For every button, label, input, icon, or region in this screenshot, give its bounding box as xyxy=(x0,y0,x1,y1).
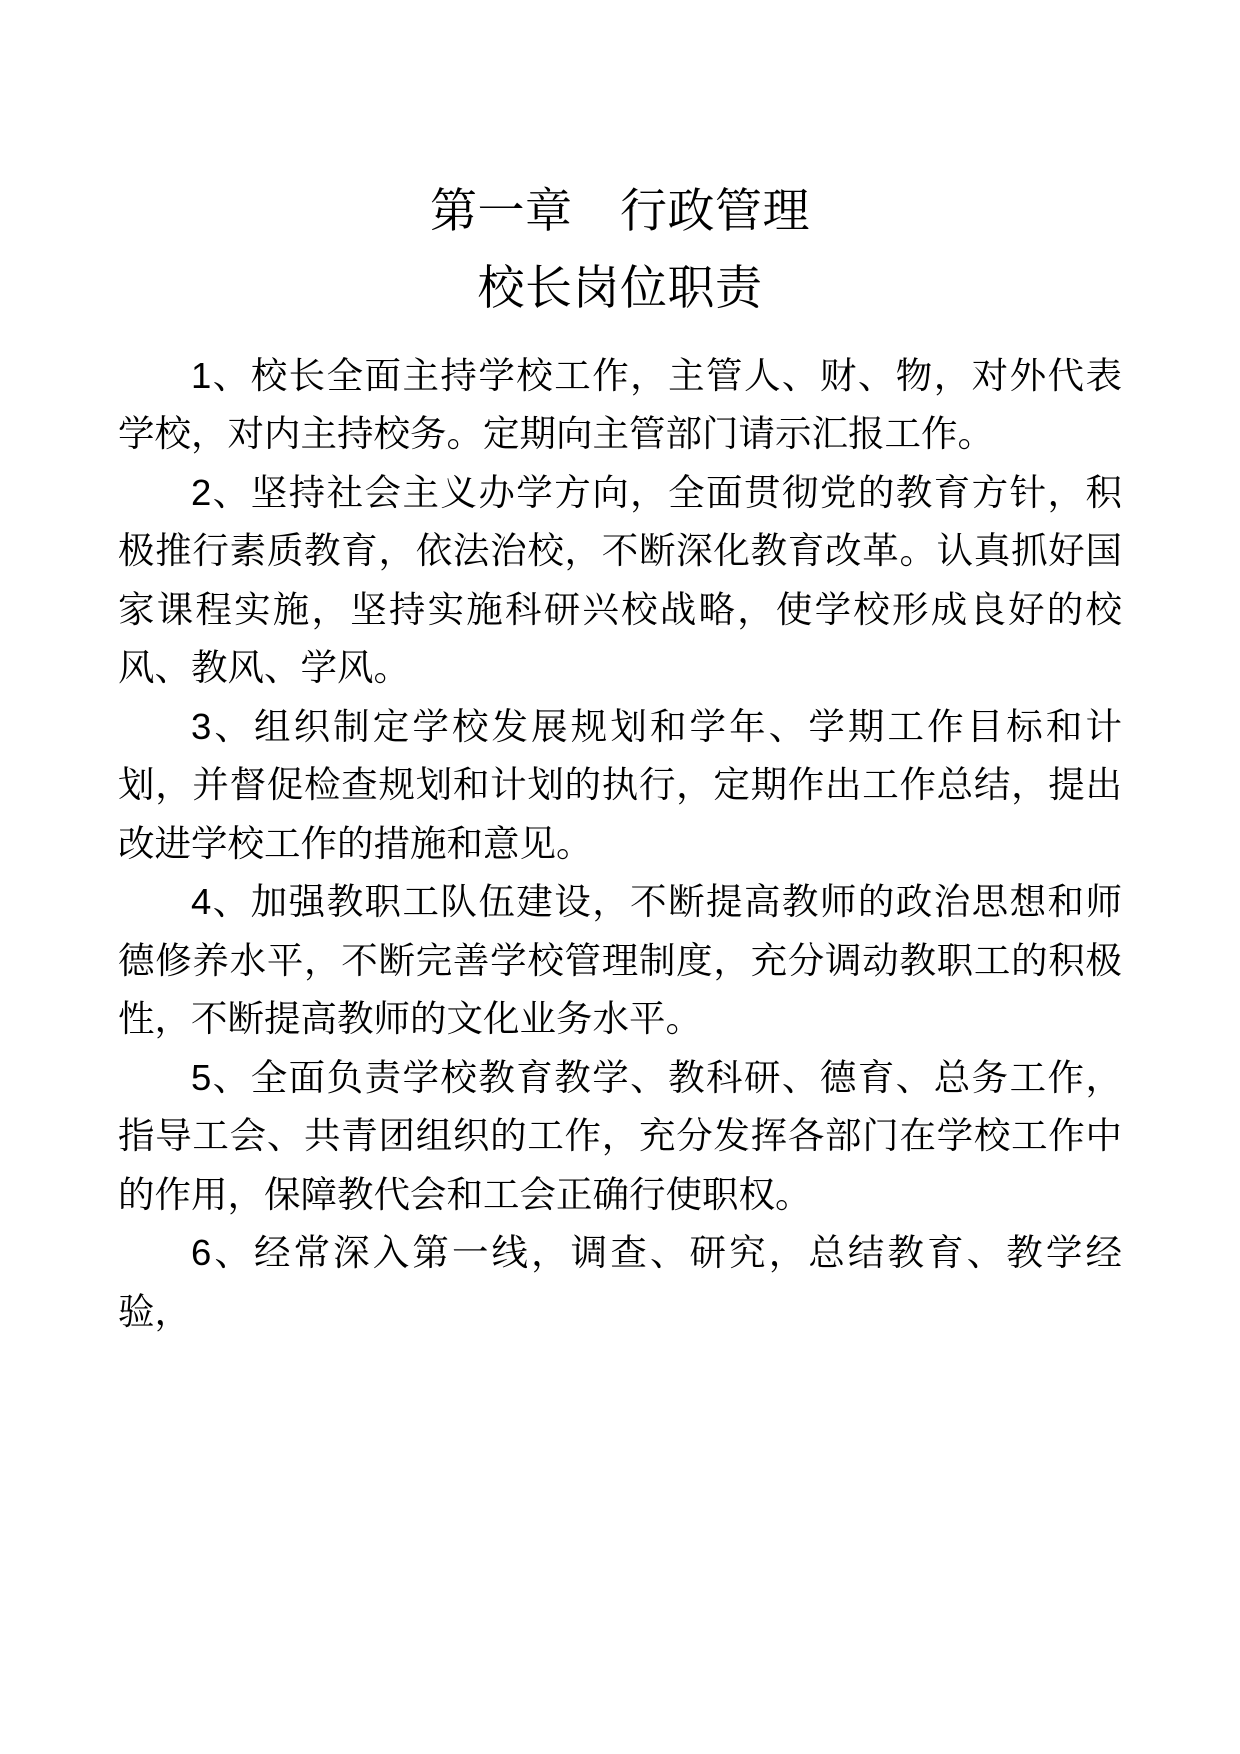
document-content xyxy=(118,0,1122,1341)
responsibility-item-3: 3、组织制定学校发展规划和学年、学期工作目标和计划，并督促检查规划和计划的执行，定期作出工作总结，提出改进学校工作的措施和意见。 xyxy=(118,705,1122,864)
responsibility-item-1: 1、校长全面主持学校工作，主管人、财、物，对外代表学校，对内主持校务。定期向主管部门请示汇报工作。 xyxy=(118,354,1122,454)
responsibility-list xyxy=(118,347,1122,1342)
page-title: 第一章 行政管理 xyxy=(430,184,810,237)
responsibility-item-5: 5、全面负责学校教育教学、教科研、德育、总务工作，指导工会、共青团组织的工作，充分发挥各部门在学校工作中的作用，保障教代会和工会正确行使职权。 xyxy=(118,1056,1122,1215)
responsibility-item-6: 6、经常深入第一线，调查、研究，总结教育、教学经验， xyxy=(118,1232,1122,1332)
responsibility-item-2: 2、坚持社会主义办学方向，全面贯彻党的教育方针，积极推行素质教育，依法治校，不断深化教育改革。认真抓好国家课程实施，坚持实施科研兴校战略，使学校形成良好的校风、教风、学风。 xyxy=(118,471,1122,688)
page-subtitle: 校长岗位职责 xyxy=(477,260,763,314)
responsibility-item-4: 4、加强教职工队伍建设，不断提高教师的政治思想和师德修养水平，不断完善学校管理制度，充分调动教职工的积极性，不断提高教师的文化业务水平。 xyxy=(118,881,1122,1039)
